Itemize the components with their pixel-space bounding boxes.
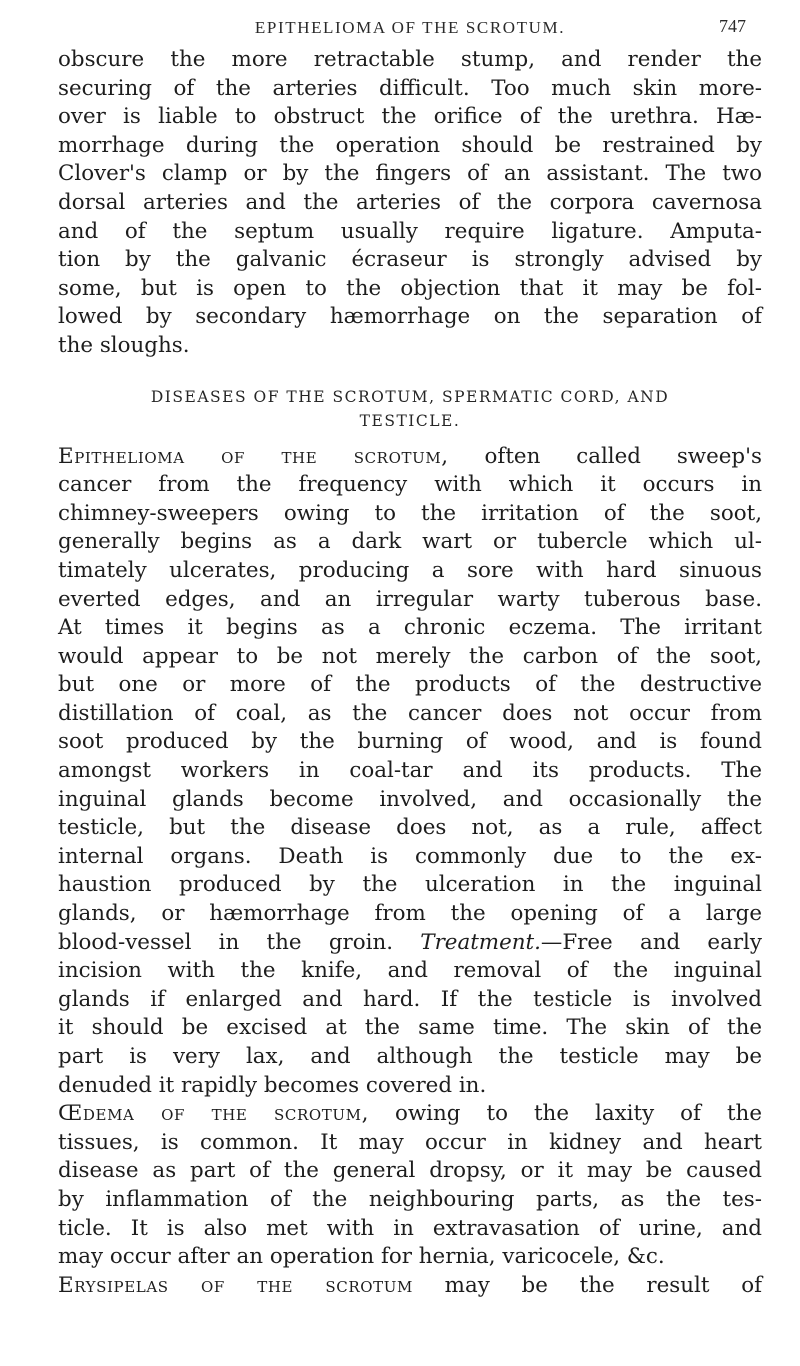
running-head-title: EPITHELIOMA OF THE SCROTUM. bbox=[254, 18, 566, 37]
text-line: blood-vessel in the groin. Treatment.—Free and early bbox=[58, 929, 762, 955]
text-line: it should be excised at the same time. The skin of the bbox=[58, 1015, 762, 1041]
text-line: denuded it rapidly becomes covered in. bbox=[58, 1072, 487, 1098]
page-number: 747 bbox=[719, 16, 746, 36]
section-heading-line: TESTICLE. bbox=[359, 411, 461, 430]
section-heading bbox=[58, 385, 762, 433]
text-line: some, but is open to the objection that it may be fol- bbox=[58, 275, 762, 301]
book-page bbox=[58, 16, 762, 1300]
text-line: the sloughs. bbox=[58, 332, 190, 358]
text-line: glands if enlarged and hard. If the testicle is involved bbox=[58, 986, 762, 1012]
page-body bbox=[58, 46, 762, 1300]
text-line: cancer from the frequency with which it occurs in bbox=[58, 472, 762, 498]
paragraph-oedema bbox=[58, 1100, 762, 1272]
text-line: disease as part of the general dropsy, or it may be caused bbox=[58, 1158, 762, 1184]
text-line: internal organs. Death is commonly due to the ex- bbox=[58, 843, 762, 869]
text-line: lowed by secondary hæmorrhage on the separation of bbox=[58, 304, 762, 330]
text-line: securing of the arteries difficult. Too much skin more- bbox=[58, 75, 762, 101]
paragraph-amputation bbox=[58, 46, 762, 361]
text-line: and of the septum usually require ligature. Amputa- bbox=[58, 218, 762, 244]
paragraph-lead: Œdema of the scrotum, bbox=[58, 1101, 369, 1127]
text-line: would appear to be not merely the carbon of the soot, bbox=[58, 643, 762, 669]
text-line: soot produced by the burning of wood, and is found bbox=[58, 729, 762, 755]
paragraph-epithelioma bbox=[58, 443, 762, 1101]
text-line: part is very lax, and although the testicle may be bbox=[58, 1044, 762, 1069]
text-line: obscure the more retractable stump, and render the bbox=[58, 47, 762, 72]
treatment-label: Treatment. bbox=[420, 929, 541, 955]
text-line: but one or more of the products of the destructive bbox=[58, 672, 762, 698]
text-line: ticle. It is also met with in extravasation of urine, and bbox=[58, 1215, 762, 1241]
text-line: chimney-sweepers owing to the irritation of the soot, bbox=[58, 500, 762, 526]
text-line: by inflammation of the neighbouring parts, as the tes- bbox=[58, 1186, 762, 1212]
text-line: dorsal arteries and the arteries of the corpora cavernosa bbox=[58, 189, 762, 215]
text-line: At times it begins as a chronic eczema. The irritant bbox=[58, 615, 762, 641]
text-line: tion by the galvanic écraseur is strongly advised by bbox=[58, 247, 762, 273]
text-line: morrhage during the operation should be restrained by bbox=[58, 132, 762, 158]
text-line: over is liable to obstruct the orifice of the urethra. Hæ- bbox=[58, 104, 762, 130]
text-line: Erysipelas of the scrotum may be the result of bbox=[58, 1272, 762, 1298]
text-line: incision with the knife, and removal of the inguinal bbox=[58, 958, 762, 984]
text-line: may occur after an operation for hernia, varicocele, &c. bbox=[58, 1244, 665, 1270]
paragraph-erysipelas bbox=[58, 1272, 762, 1301]
text-line: haustion produced by the ulceration in the inguinal bbox=[58, 872, 762, 898]
text-line: testicle, but the disease does not, as a rule, affect bbox=[58, 815, 762, 841]
text-line: inguinal glands become involved, and occasionally the bbox=[58, 786, 762, 812]
text-line: tissues, is common. It may occur in kidney and heart bbox=[58, 1129, 762, 1155]
text-line: Œdema of the scrotum, owing to the laxity of the bbox=[58, 1101, 762, 1127]
running-head bbox=[58, 16, 762, 46]
paragraph-lead: Erysipelas of the scrotum bbox=[58, 1272, 413, 1298]
section-heading-line: DISEASES OF THE SCROTUM, SPERMATIC CORD, AND bbox=[150, 387, 670, 406]
text-line: generally begins as a dark wart or tubercle which ul- bbox=[58, 529, 762, 555]
text-line: everted edges, and an irregular warty tuberous base. bbox=[58, 586, 762, 612]
text-line: distillation of coal, as the cancer does not occur from bbox=[58, 700, 762, 726]
text-line: Clover's clamp or by the fingers of an assistant. The two bbox=[58, 161, 762, 187]
text-line: amongst workers in coal-tar and its products. The bbox=[58, 758, 762, 784]
paragraph-lead: Epithelioma of the scrotum, bbox=[58, 443, 449, 469]
text-line: glands, or hæmorrhage from the opening of a large bbox=[58, 901, 762, 927]
text-line: Epithelioma of the scrotum, often called sweep's bbox=[58, 443, 762, 469]
text-line: timately ulcerates, producing a sore with hard sinuous bbox=[58, 557, 762, 583]
